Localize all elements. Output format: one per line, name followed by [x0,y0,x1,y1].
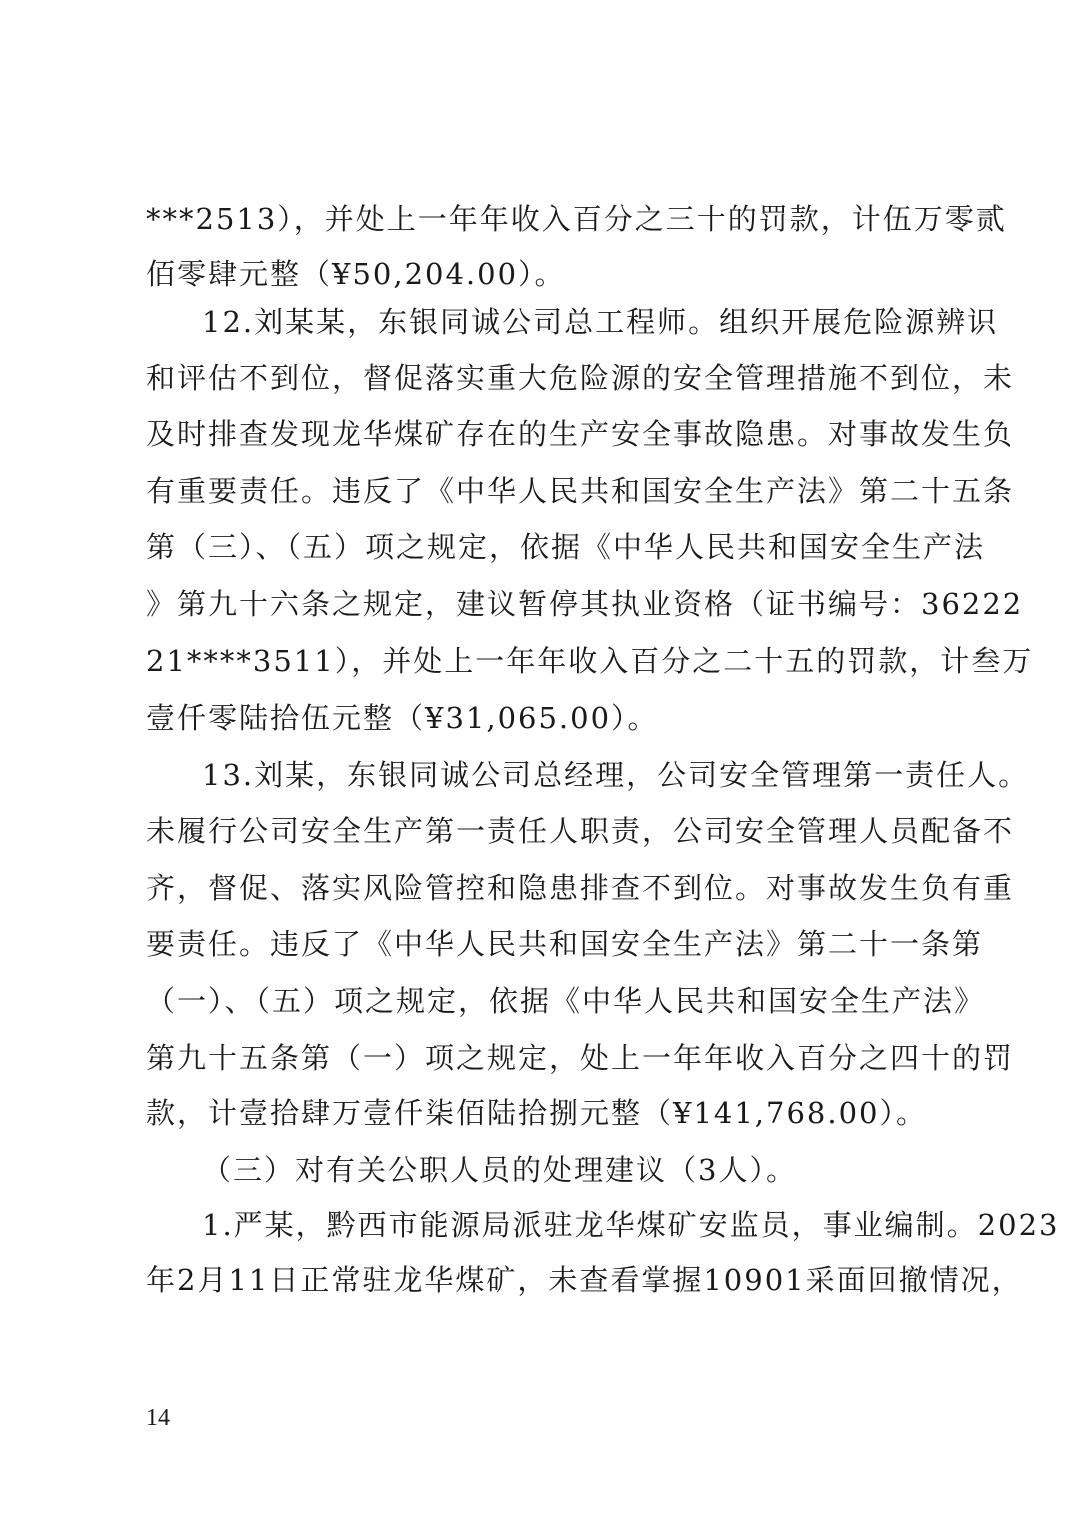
text-line: 第（三）、（五）项之规定，依据《中华人民共和国安全生产法 [146,530,986,564]
text-line: 壹仟零陆拾伍元整（¥31,065.00）。 [146,701,659,735]
paragraph-1-start: 1.严某，黔西市能源局派驻龙华煤矿安监员，事业编制。2023 [202,1208,1060,1242]
text-line: ***2513），并处上一年年收入百分之三十的罚款，计伍万零贰 [146,202,1007,236]
text-line: 及时排查发现龙华煤矿存在的生产安全事故隐患。对事故发生负 [146,417,1015,451]
page-number: 14 [146,1405,170,1431]
text-line: 》第九十六条之规定，建议暂停其执业资格（证书编号：36222 [146,587,1024,621]
text-line: 佰零肆元整（¥50,204.00）。 [146,257,566,291]
text-line: 未履行公司安全生产第一责任人职责，公司安全管理人员配备不 [146,814,1015,848]
paragraph-12-start: 12.刘某某，东银同诚公司总工程师。组织开展危险源辨识 [202,305,999,339]
text-line: 和评估不到位，督促落实重大危险源的安全管理措施不到位，未 [146,361,1015,395]
text-line: 年2月11日正常驻龙华煤矿，未查看掌握10901采面回撤情况， [146,1263,1023,1297]
text-line: 有重要责任。违反了《中华人民共和国安全生产法》第二十五条 [146,474,1015,508]
text-line: 要责任。违反了《中华人民共和国安全生产法》第二十一条第 [146,927,984,961]
text-line: 21****3511），并处上一年年收入百分之二十五的罚款，计叁万 [146,644,1034,678]
paragraph-13-start: 13.刘某，东银同诚公司总经理，公司安全管理第一责任人。 [202,758,1030,792]
section-heading: （三）对有关公职人员的处理建议（3人）。 [202,1153,797,1187]
text-line: 齐，督促、落实风险管控和隐患排查不到位。对事故发生负有重 [146,871,1015,905]
text-line: （一）、（五）项之规定，依据《中华人民共和国安全生产法》 [146,984,986,1018]
text-line: 款，计壹拾肆万壹仟柒佰陆拾捌元整（¥141,768.00）。 [146,1096,927,1130]
text-line: 第九十五条第（一）项之规定，处上一年年收入百分之四十的罚 [146,1041,1015,1075]
